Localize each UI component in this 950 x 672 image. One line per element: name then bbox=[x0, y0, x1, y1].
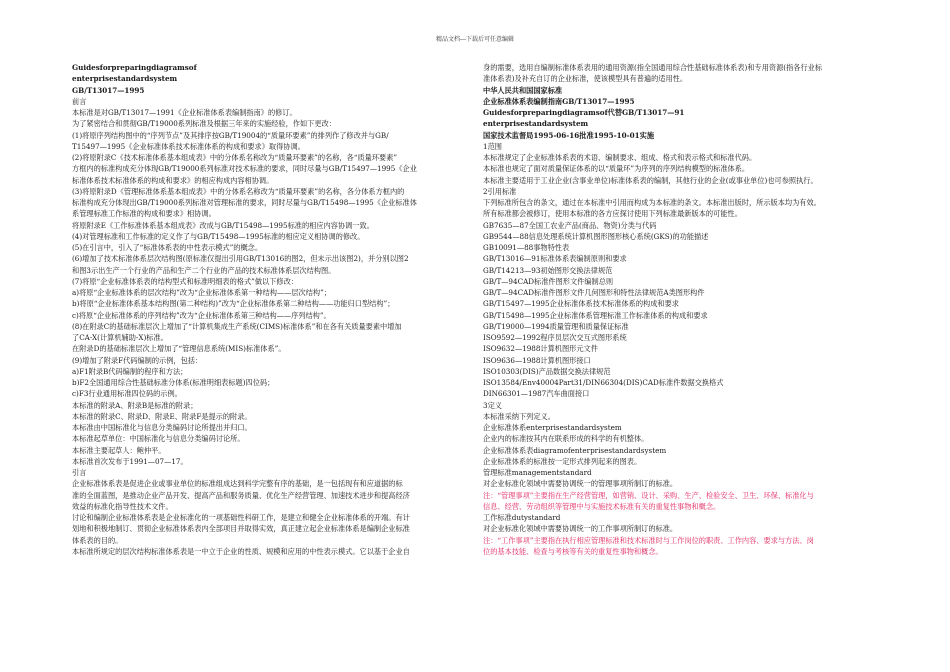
left-text-line: 准的全面蓝图，是推动企业产品开发、提高产品和服务质量、优化生产经营管理、加速技术进步和提高经济 bbox=[72, 490, 410, 500]
right-text-line: ISO9636—1988计算机图形接口 bbox=[483, 355, 591, 365]
left-text-line: 标准体系技术标准体系的构成和要求》的相应构成内容相协调。 bbox=[72, 175, 274, 185]
right-text-line: GB/T14213—93初始图形交换法律规范 bbox=[483, 265, 613, 275]
right-text-line: 国家技术监督局1995-06-16批准1995-10-01实施 bbox=[483, 130, 655, 140]
left-text-line: 引言 bbox=[72, 468, 87, 477]
right-text-line: GB/T—94CAD标准件图形文件几何图形和特性法律规范A类图形构件 bbox=[483, 288, 705, 297]
left-text-line: b)F2全国通用综合性基础标准分体系(标准明细表标题)四位码； bbox=[72, 378, 275, 387]
right-text-line: 本标准主要适用于工业企业(含事业单位)标准体系表的编制，其他行业的企业(或事业单位)也可参照执行。 bbox=[483, 175, 818, 185]
right-text-line: GB/T15498—1995企业标准体系管理标准工作标准体系的构成和要求 bbox=[483, 310, 708, 320]
left-text-line: 在附录D的基础标准层次上增加了“管理信息系统(MIS)标准体系”。 bbox=[72, 344, 286, 354]
right-text-line: 对企业标准化领域中需要协调统一的工作事项所制订的标准。 bbox=[483, 524, 678, 534]
right-text-line: 企业内的标准按其内在联系形成的科学的有机整体。 bbox=[483, 434, 649, 444]
left-text-line: 体系表的目的。 bbox=[72, 535, 123, 545]
right-text-line: 企业标准体系表diagramofenterprisestandardsystem bbox=[483, 445, 667, 455]
right-text-line: 中华人民共和国国家标准 bbox=[483, 85, 563, 95]
right-text-line: 1范围 bbox=[483, 141, 502, 151]
right-text-line: 注：“管理事项”主要指在生产经营管理，如营销、设计、采购、生产、检验安全、卫生、环保、标准化与 bbox=[483, 490, 814, 500]
left-text-line: 本标准首次发布于1991—07—17。 bbox=[72, 456, 188, 466]
left-text-line: (6)增加了技术标准体系层次结构图(原标准仅提出引用GB/T13016的图2，但未示出该图2)，并分别以图2 bbox=[72, 254, 409, 264]
right-text-line: GB/T—94CAD标准件图形文件编制总则 bbox=[483, 276, 614, 286]
left-text-line: 标准构成充分体现出GB/T19000系列标准对管理标准的要求，同时尽量与GB/T15498—1995《企业标准体 bbox=[72, 198, 417, 207]
left-text-line: (8)在附录C的基础标准层次上增加了“计算机集成生产系统(CIMS)标准体系”和在各有关质量要素中增加 bbox=[72, 321, 402, 331]
right-text-line: ISO13584/Env40004Part31/DIN66304(DIS)CAD标准件数据交换格式 bbox=[483, 378, 724, 387]
right-text-line: 位的基本技能、检查与考核等有关的重复性事物和概念。 bbox=[483, 546, 663, 556]
left-text-line: a)F1附录B代码编制的程序和方法； bbox=[72, 366, 188, 376]
right-text-line: ISO9632—1988计算机图形元文件 bbox=[483, 344, 598, 354]
right-text-line: 注：“工作事项”主要指在执行相应管理标准和技术标准时与工作岗位的职责、工作内容、要求与方法、岗 bbox=[483, 535, 814, 545]
right-text-line: 企业标准体系enterprisestandardsystem bbox=[483, 423, 622, 432]
page-header: 精品文档---下载后可任意编辑 bbox=[435, 36, 515, 43]
left-text-line: 方框内的标准构成充分体现GB/T19000系列标准对技术标准的要求，同时尽量与GB/T15497—1995《企业 bbox=[72, 164, 417, 174]
right-text-line: ISO9592—1992程序员层次交互式图形系统 bbox=[483, 333, 627, 342]
left-text-line: (4)对管理标准和工作标准的定义作了与GB/T15498—1995标准的相应定义相协调的修改。 bbox=[72, 231, 365, 241]
left-text-line: 本标准的附录C、附录D、附录E、附录F是提示的附录。 bbox=[72, 411, 252, 421]
right-text-line: 企业标准体系表编制指南GB/T13017—1995 bbox=[483, 96, 635, 106]
left-text-line: 本标准由中国标准化与信息分类编码讨论所提出并归口。 bbox=[72, 423, 252, 432]
left-text-line: b)将原“企业标准体系基本结构图(第二种结构)”改为“企业标准体系第二种结构——功能归口型结构”； bbox=[72, 299, 395, 309]
right-text-line: GB9544—88信息处理系统计算机图形图形核心系统(GKS)的功能描述 bbox=[483, 231, 709, 241]
right-text-line: 管理标准managementstandard bbox=[483, 468, 592, 477]
left-text-line: 前言 bbox=[72, 96, 87, 106]
left-text-line: 系管理标准工作标准的构成和要求》相协调。 bbox=[72, 209, 216, 219]
right-text-line: GB/T19000—1994质量管理和质量保证标准 bbox=[483, 321, 629, 331]
right-text-line: 身的需要，选用自编制标准体系表用的通用资源(指全国通用综合性基础标准体系表)和专用资源(指各行业标 bbox=[483, 63, 823, 72]
right-text-line: 3定义 bbox=[483, 400, 502, 410]
left-text-line: enterprisestandardsystem bbox=[72, 74, 178, 84]
left-text-line: 本标准是对GB/T13017—1991《企业标准体系表编制指南》的修订。 bbox=[72, 108, 297, 117]
left-text-line: 本标准主要起草人：鲍仲平。 bbox=[72, 445, 166, 455]
left-text-line: (3)将原附录D《管理标准体系基本组成表》中的分体系名称改为“质量环要素”的名称，各分体系方框内的 bbox=[72, 186, 405, 196]
left-text-line: 为了紧密结合和贯彻GB/T19000系列标准及根据三年来的实施经验，作如下更改： bbox=[72, 119, 336, 129]
left-text-line: T15497—1995《企业标准体系技术标准体系的构成和要求》取得协调。 bbox=[72, 141, 305, 151]
right-text-line: 本标准也规定了面对质量保证体系的以“质量环”为序列的序列结构模型的标准体系。 bbox=[483, 164, 750, 174]
left-text-line: (9)增加了附录F代码编制的示例，包括： bbox=[72, 355, 203, 365]
right-text-line: 对企业标准化领域中需要协调统一的管理事项所制订的标准。 bbox=[483, 479, 678, 489]
right-text-line: 信息、经营、劳动组织等管理中与实施技术标准有关的重复性事物和概念。 bbox=[483, 501, 721, 511]
right-text-line: ISO10303(DIS)产品数据交换法律规范 bbox=[483, 366, 611, 376]
right-text-line: GB10091—88事物特性表 bbox=[483, 243, 570, 252]
left-text-line: 划地和积极地制订、贯彻企业标准体系表内全部项目并取得实效，真正建立起企业标准体系是编制企业标准 bbox=[72, 524, 410, 534]
right-text-line: 本标准采纳下列定义。 bbox=[483, 411, 555, 421]
left-text-line: (5)在引言中，引入了“标准体系表的中性表示模式”的概念。 bbox=[72, 243, 263, 252]
left-text-line: (2)将原附录C《技术标准体系基本组成表》中的分体系名称改为“质量环要素”的名称，各“质量环要素” bbox=[72, 153, 398, 162]
left-text-line: 讨论和编制企业标准体系表是企业标准化的一项基础性科研工作，是建立和健全企业标准体系的开端。有计 bbox=[72, 513, 410, 522]
right-text-line: GB7635—87全国工农业产品(商品、物资)分类与代码 bbox=[483, 220, 657, 230]
right-text-line: DIN66301—1987汽车曲面接口 bbox=[483, 389, 590, 399]
right-text-line: 工作标准dutystandard bbox=[483, 513, 561, 522]
left-text-line: 了CA-X(计算机辅助-X)标准。 bbox=[72, 333, 168, 342]
right-column bbox=[483, 62, 882, 557]
left-text-line: 本标准所规定的层次结构标准体系表是一中立于企业的性质、规模和应用的中性表示模式。它以基于企业自 bbox=[72, 546, 410, 556]
right-text-line: GB/T13016—91标准体系表编制原则和要求 bbox=[483, 254, 627, 264]
right-text-line: 2引用标准 bbox=[483, 186, 517, 196]
left-text-line: 和图3示出生产一个行业的产品和生产二个行业的产品的技术标准体系层次结构图。 bbox=[72, 265, 336, 275]
right-text-line: 本标准规定了企业标准体系表的术语、编制要求、组成、格式和表示格式和标准代码。 bbox=[483, 153, 757, 162]
right-text-line: 企业标准体系的标准按一定形式排列起来的图表。 bbox=[483, 456, 642, 466]
right-text-line: 下列标准所包含的条文，通过在本标准中引用而构成为本标准的条文。本标准出版时，所示版本均为有效。 bbox=[483, 198, 821, 207]
left-text-line: 企业标准体系表是促进企业或事业单位的标准组成达到科学完整有序的基础，是一包括现有和应道据的标 bbox=[72, 479, 403, 489]
left-column bbox=[72, 62, 467, 557]
left-text-line: Guidesforpreparingdiagramsof bbox=[72, 63, 197, 72]
right-text-line: enterprisestandardsystem bbox=[483, 119, 589, 129]
right-text-line: 所有标准都会被修订，使用本标准的各方应探讨使用下列标准最新版本的可能性。 bbox=[483, 209, 742, 219]
left-text-line: GB/T13017—1995 bbox=[72, 85, 145, 95]
left-text-line: 效益的标准化指导性技术文件。 bbox=[72, 501, 173, 511]
left-text-line: (1)将原序列结构图中的“序列节点”及其排序按GB/T19004的“质量环要素”的排列作了修改并与GB/ bbox=[72, 130, 389, 140]
right-text-line: GB/T15497—1995企业标准体系技术标准体系的构成和要求 bbox=[483, 299, 679, 309]
left-text-line: c)F3行业通用标准四位码的示例。 bbox=[72, 389, 182, 399]
left-text-line: 将原附录E《工作标准体系基本组成表》改成与GB/T15498—1995标准的相应内容协调一致。 bbox=[72, 220, 374, 230]
right-text-line: 准体系表)及补充自订的企业标准，使该模型具有普遍的适用性。 bbox=[483, 74, 688, 84]
left-text-line: a)将原“企业标准体系的层次结构”改为“企业标准体系第一种结构——层次结构”； bbox=[72, 288, 331, 297]
left-text-line: 本标准的附录A、附录B是标准的附录； bbox=[72, 400, 198, 410]
left-text-line: 本标准起草单位：中国标准化与信息分类编码讨论所。 bbox=[72, 434, 245, 444]
left-text-line: c)将原“企业标准体系的序列结构”改为“企业标准体系第三种结构——序列结构”。 bbox=[72, 310, 331, 320]
right-text-line: Guidesforpreparingdiagramsof代替GB/T13017—91 bbox=[483, 108, 685, 117]
left-text-line: (7)将原“企业标准体系表的结构型式和标准明细表的格式”做以下修改： bbox=[72, 276, 298, 286]
